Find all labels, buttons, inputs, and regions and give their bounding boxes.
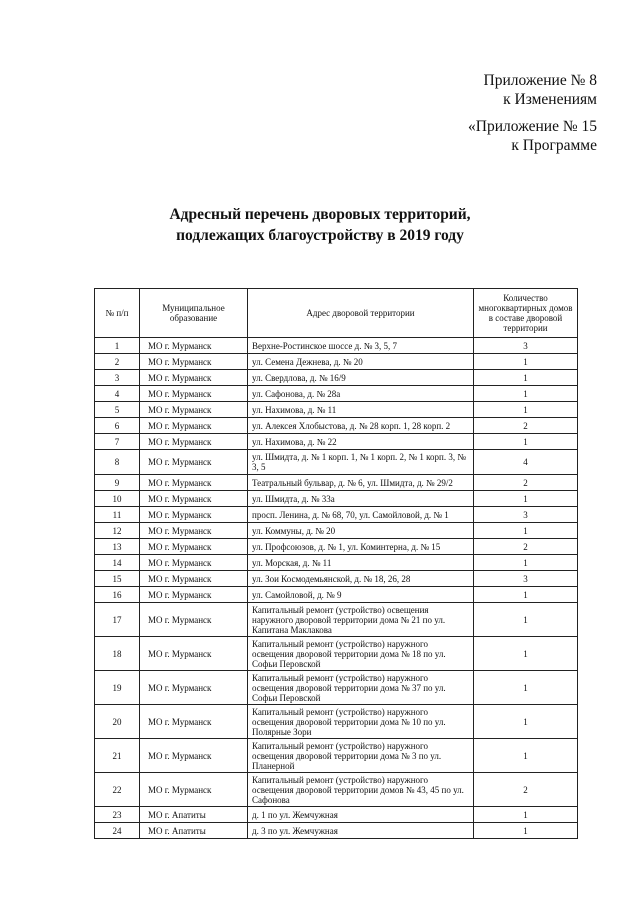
municipality-cell: МО г. Мурманск: [140, 491, 248, 507]
house-count-cell: 1: [474, 587, 578, 603]
address-cell: Капитальный ремонт (устройство) освещения наружного дворовой территории дома № 21 по ул. Капитана Маклакова: [248, 603, 474, 637]
municipality-cell: МО г. Мурманск: [140, 705, 248, 739]
row-number-cell: 11: [95, 507, 140, 523]
house-count-cell: 1: [474, 807, 578, 823]
table-row: [95, 491, 578, 507]
col-address-header: Адрес дворовой территории: [248, 289, 474, 338]
municipality-cell: МО г. Мурманск: [140, 354, 248, 370]
house-count-cell: 2: [474, 418, 578, 434]
row-number-cell: 13: [95, 539, 140, 555]
municipality-cell: МО г. Мурманск: [140, 370, 248, 386]
address-cell: Капитальный ремонт (устройство) наружного освещения дворовой территории дома № 10 по ул. Полярные Зори: [248, 705, 474, 739]
row-number-cell: 3: [95, 370, 140, 386]
house-count-cell: 2: [474, 475, 578, 491]
row-number-cell: 21: [95, 739, 140, 773]
house-count-cell: 2: [474, 539, 578, 555]
house-count-cell: 3: [474, 571, 578, 587]
table-row: [95, 807, 578, 823]
row-number-cell: 18: [95, 637, 140, 671]
address-cell: ул. Семена Дежнева, д. № 20: [248, 354, 474, 370]
address-cell: ул. Нахимова, д. № 11: [248, 402, 474, 418]
address-cell: просп. Ленина, д. № 68, 70, ул. Самойловой, д. № 1: [248, 507, 474, 523]
house-count-cell: 1: [474, 603, 578, 637]
address-table: [94, 288, 578, 839]
house-count-cell: 1: [474, 491, 578, 507]
municipality-cell: МО г. Мурманск: [140, 450, 248, 475]
table-row: [95, 338, 578, 354]
municipality-cell: МО г. Мурманск: [140, 603, 248, 637]
address-cell: ул. Сафонова, д. № 28а: [248, 386, 474, 402]
table-row: [95, 434, 578, 450]
municipality-cell: МО г. Мурманск: [140, 523, 248, 539]
row-number-cell: 16: [95, 587, 140, 603]
row-number-cell: 5: [95, 402, 140, 418]
house-count-cell: 3: [474, 507, 578, 523]
house-count-cell: 4: [474, 450, 578, 475]
municipality-cell: МО г. Мурманск: [140, 418, 248, 434]
row-number-cell: 19: [95, 671, 140, 705]
table-row: [95, 475, 578, 491]
table-row: [95, 603, 578, 637]
table-row: [95, 418, 578, 434]
table-row: [95, 671, 578, 705]
table-row: [95, 354, 578, 370]
table-row: [95, 507, 578, 523]
address-cell: ул. Коммуны, д. № 20: [248, 523, 474, 539]
house-count-cell: 1: [474, 705, 578, 739]
row-number-cell: 6: [95, 418, 140, 434]
address-cell: ул. Морская, д. № 11: [248, 555, 474, 571]
table-row: [95, 450, 578, 475]
row-number-cell: 4: [95, 386, 140, 402]
address-cell: д. 1 по ул. Жемчужная: [248, 807, 474, 823]
row-number-cell: 2: [95, 354, 140, 370]
house-count-cell: 3: [474, 338, 578, 354]
municipality-cell: МО г. Мурманск: [140, 434, 248, 450]
address-cell: Капитальный ремонт (устройство) наружного освещения дворовой территории дома № 37 по ул. Софьи Перовской: [248, 671, 474, 705]
table-row: [95, 539, 578, 555]
table-row: [95, 637, 578, 671]
table-row: [95, 402, 578, 418]
municipality-cell: МО г. Мурманск: [140, 555, 248, 571]
house-count-cell: 1: [474, 370, 578, 386]
municipality-cell: МО г. Мурманск: [140, 739, 248, 773]
address-cell: Капитальный ремонт (устройство) наружного освещения дворовой территории дома № 3 по ул. Планерной: [248, 739, 474, 773]
municipality-cell: МО г. Мурманск: [140, 637, 248, 671]
table-row: [95, 705, 578, 739]
table-body: [95, 338, 578, 839]
table-row: [95, 571, 578, 587]
house-count-cell: 1: [474, 354, 578, 370]
address-cell: Капитальный ремонт (устройство) наружного освещения дворовой территории дома № 18 по ул. Софьи Перовской: [248, 637, 474, 671]
program-appendix-header: [468, 117, 597, 155]
house-count-cell: 1: [474, 637, 578, 671]
col-number-header: № п/п: [95, 289, 140, 338]
address-cell: Театральный бульвар, д. № 6, ул. Шмидта, д. № 29/2: [248, 475, 474, 491]
house-count-cell: 1: [474, 739, 578, 773]
table-row: [95, 370, 578, 386]
house-count-cell: 1: [474, 671, 578, 705]
row-number-cell: 22: [95, 773, 140, 807]
row-number-cell: 9: [95, 475, 140, 491]
row-number-cell: 1: [95, 338, 140, 354]
title-line-1: Адресный перечень дворовых территорий,: [169, 206, 471, 223]
table-row: [95, 773, 578, 807]
address-cell: ул. Свердлова, д. № 16/9: [248, 370, 474, 386]
row-number-cell: 7: [95, 434, 140, 450]
address-cell: ул. Нахимова, д. № 22: [248, 434, 474, 450]
municipality-cell: МО г. Мурманск: [140, 386, 248, 402]
municipality-cell: МО г. Мурманск: [140, 539, 248, 555]
address-cell: Капитальный ремонт (устройство) наружного освещения дворовой территории домов № 43, 45 по ул. Сафонова: [248, 773, 474, 807]
address-cell: Верхне-Ростинское шоссе д. № 3, 5, 7: [248, 338, 474, 354]
row-number-cell: 23: [95, 807, 140, 823]
address-cell: ул. Шмидта, д. № 1 корп. 1, № 1 корп. 2, № 1 корп. 3, № 3, 5: [248, 450, 474, 475]
address-cell: ул. Профсоюзов, д. № 1, ул. Коминтерна, д. № 15: [248, 539, 474, 555]
table-row: [95, 386, 578, 402]
row-number-cell: 10: [95, 491, 140, 507]
row-number-cell: 14: [95, 555, 140, 571]
house-count-cell: 1: [474, 434, 578, 450]
row-number-cell: 15: [95, 571, 140, 587]
address-cell: ул. Алексея Хлобыстова, д. № 28 корп. 1, 28 корп. 2: [248, 418, 474, 434]
address-cell: д. 3 по ул. Жемчужная: [248, 823, 474, 839]
row-number-cell: 24: [95, 823, 140, 839]
table-header-row: [95, 289, 578, 338]
municipality-cell: МО г. Мурманск: [140, 475, 248, 491]
col-municipality-header: Муниципальное образование: [140, 289, 248, 338]
house-count-cell: 1: [474, 523, 578, 539]
house-count-cell: 1: [474, 402, 578, 418]
table-row: [95, 823, 578, 839]
municipality-cell: МО г. Мурманск: [140, 507, 248, 523]
table-row: [95, 555, 578, 571]
row-number-cell: 12: [95, 523, 140, 539]
municipality-cell: МО г. Апатиты: [140, 807, 248, 823]
document-title: [0, 204, 640, 246]
house-count-cell: 1: [474, 823, 578, 839]
house-count-cell: 1: [474, 555, 578, 571]
program-appendix-reference: к Программе: [511, 137, 597, 154]
municipality-cell: МО г. Апатиты: [140, 823, 248, 839]
table-row: [95, 587, 578, 603]
table-row: [95, 523, 578, 539]
address-cell: ул. Шмидта, д. № 33а: [248, 491, 474, 507]
row-number-cell: 17: [95, 603, 140, 637]
col-count-header: Количество многоквартирных домов в составе дворовой территории: [474, 289, 578, 338]
address-cell: ул. Зои Космодемьянской, д. № 18, 26, 28: [248, 571, 474, 587]
appendix-reference: к Изменениям: [503, 91, 597, 108]
municipality-cell: МО г. Мурманск: [140, 571, 248, 587]
municipality-cell: МО г. Мурманск: [140, 587, 248, 603]
row-number-cell: 8: [95, 450, 140, 475]
appendix-number: Приложение № 8: [483, 72, 597, 89]
house-count-cell: 2: [474, 773, 578, 807]
row-number-cell: 20: [95, 705, 140, 739]
address-cell: ул. Самойловой, д. № 9: [248, 587, 474, 603]
table-row: [95, 739, 578, 773]
municipality-cell: МО г. Мурманск: [140, 338, 248, 354]
municipality-cell: МО г. Мурманск: [140, 773, 248, 807]
municipality-cell: МО г. Мурманск: [140, 402, 248, 418]
appendix-header: [484, 71, 597, 109]
municipality-cell: МО г. Мурманск: [140, 671, 248, 705]
house-count-cell: 1: [474, 386, 578, 402]
program-appendix-number: «Приложение № 15: [468, 118, 597, 135]
title-line-2: подлежащих благоустройству в 2019 году: [176, 227, 464, 244]
